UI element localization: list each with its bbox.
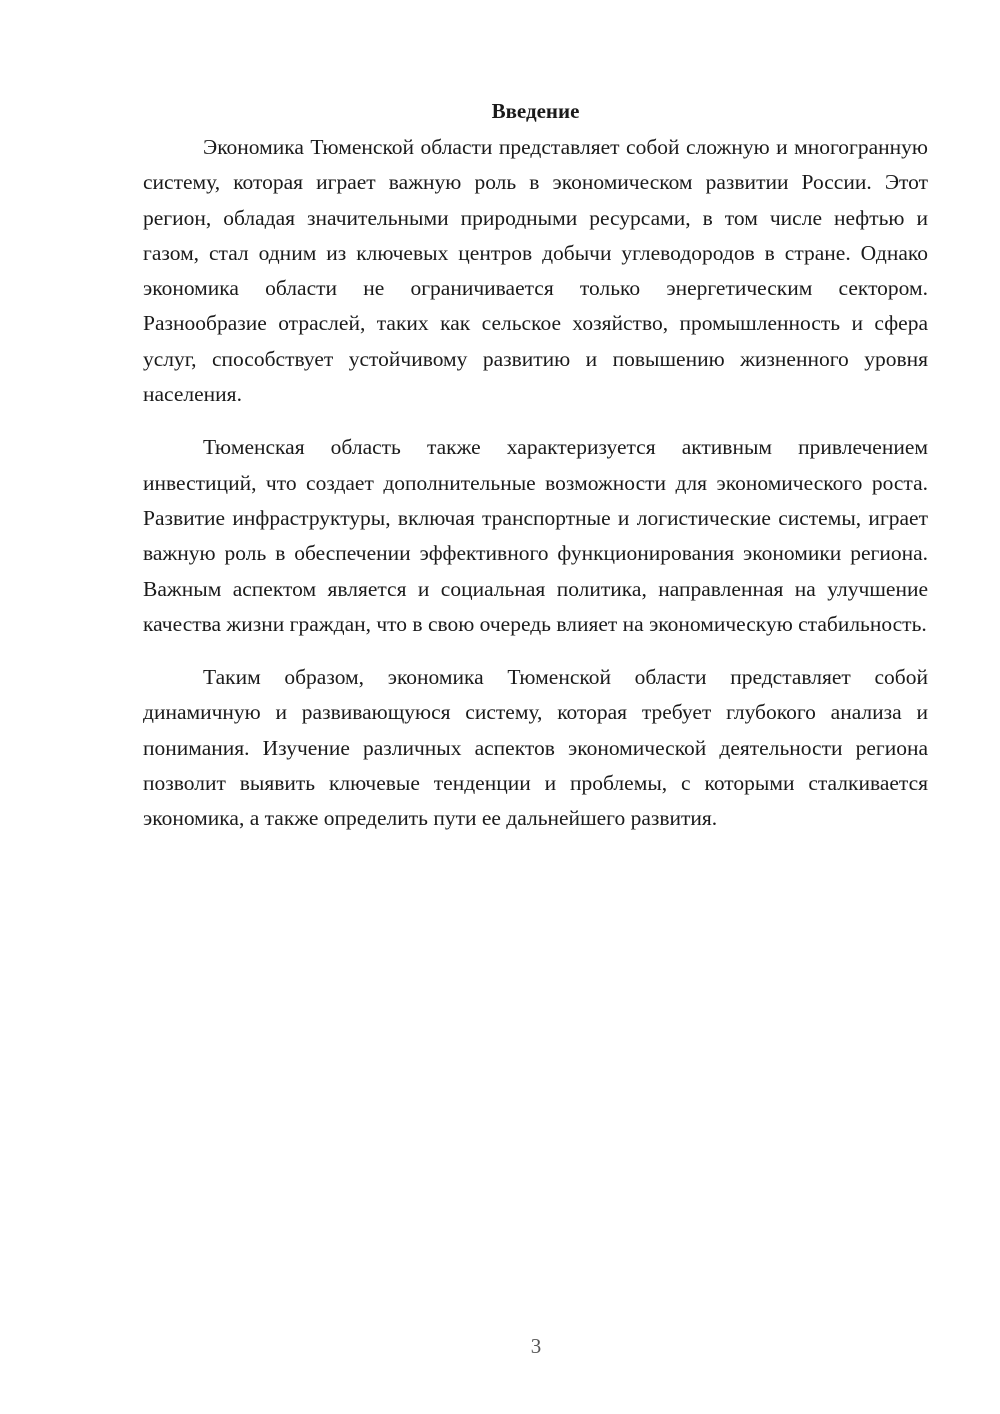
section-heading: Введение <box>491 99 580 123</box>
paragraph-2: Тюменская область также характеризуется активным привлечением инвестиций, что создает дополнительные возможности для экономического роста. Развитие инфраструктуры, включая транспортные и логистические системы, играет важную роль в обеспечении эффективного функционирования экономики региона. Важным аспектом является и социальная политика, направленная на улучшение качества жизни граждан, что в свою очередь влияет на экономическую стабильность. <box>143 435 928 636</box>
paragraph-1: Экономика Тюменской области представляет собой сложную и многогранную систему, которая играет важную роль в экономическом развитии России. Этот регион, обладая значительными природными ресурсами, в том числе нефтью и газом, стал одним из ключевых центров добычи углеводородов в стране. Однако экономика области не ограничивается только энергетическим сектором. Разнообразие отраслей, таких как сельское хозяйство, промышленность и сфера услуг, способствует устойчивому развитию и повышению жизненного уровня населения. <box>143 135 928 407</box>
page-number: 3 <box>530 1334 542 1358</box>
paragraph-3: Таким образом, экономика Тюменской области представляет собой динамичную и развивающуюся систему, которая требует глубокого анализа и понимания. Изучение различных аспектов экономической деятельности региона позволит выявить ключевые тенденции и проблемы, с которыми сталкивается экономика, а также определить пути ее дальнейшего развития. <box>143 665 928 831</box>
document-body <box>143 96 928 855</box>
